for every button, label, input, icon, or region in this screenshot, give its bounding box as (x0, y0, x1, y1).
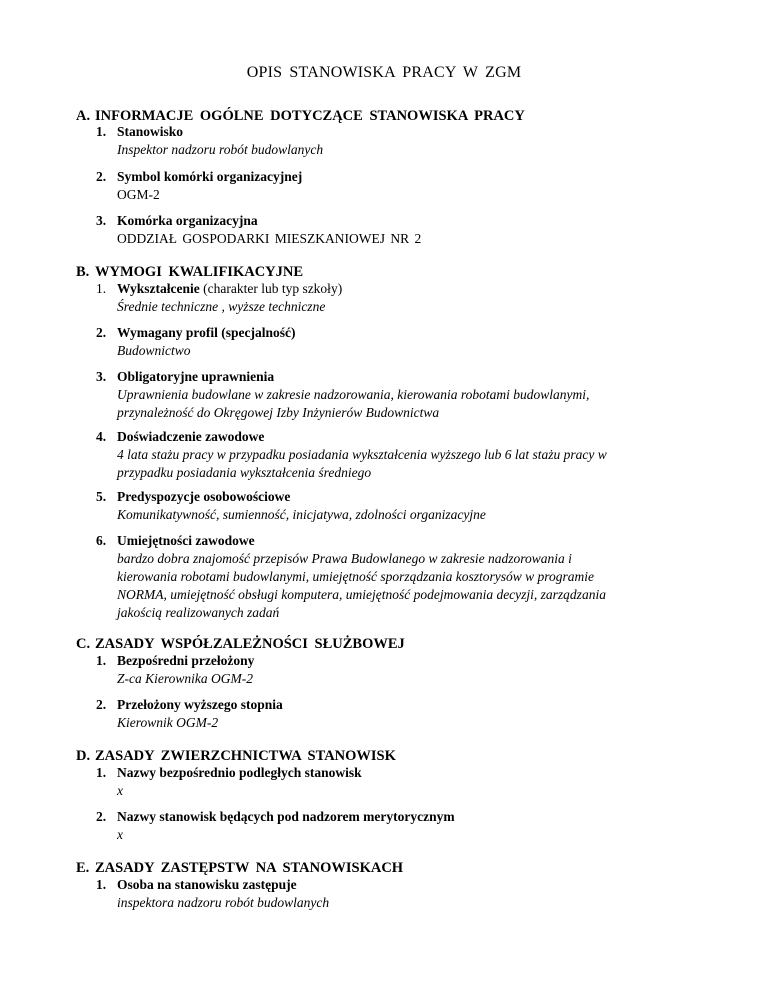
section-e-title: ZASADY ZASTĘPSTW NA STANOWISKACH (95, 860, 404, 876)
section-e-heading (76, 860, 403, 877)
item-b1-value: Średnie techniczne , wyższe techniczne (117, 299, 326, 314)
item-d2-value: x (117, 827, 123, 842)
section-c-title: ZASADY WSPÓŁZALEŻNOŚCI SŁUŻBOWEJ (95, 636, 405, 652)
item-d1-value: x (117, 783, 123, 798)
item-a3-value: ODDZIAŁ GOSPODARKI MIESZKANIOWEJ NR 2 (117, 231, 422, 246)
section-d-letter: D. (76, 748, 91, 764)
item-b4-value: 4 lata stażu pracy w przypadku posiadania wykształcenia wyższego lub 6 lat stażu pracy w przypadku posiadania wykształcenia średniego (117, 447, 607, 480)
item-b5-label: 5. Predyspozycje osobowościowe (96, 489, 291, 504)
item-c2-value: Kierownik OGM-2 (117, 715, 219, 730)
item-c1-label: 1. Bezpośredni przełożony (96, 653, 255, 668)
item-c2-label: 2. Przełożony wyższego stopnia (96, 697, 283, 712)
item-a1-label: 1. Stanowisko (96, 124, 184, 139)
section-e-letter: E. (76, 860, 90, 876)
section-a-letter: A. (76, 108, 91, 124)
item-b2-value: Budownictwo (117, 343, 191, 358)
item-b3-value: Uprawnienia budowlane w zakresie nadzorowania, kierowania robotami budowlanymi, przynależność do Okręgowej Izby Inżynierów Budownictwa (117, 387, 590, 420)
item-a1-value: Inspektor nadzoru robót budowlanych (117, 142, 324, 157)
item-b2-label: 2. Wymagany profil (specjalność) (96, 325, 296, 340)
section-c-heading (76, 636, 405, 653)
section-d-title: ZASADY ZWIERZCHNICTWA STANOWISK (95, 748, 396, 764)
item-e1-value: inspektora nadzoru robót budowlanych (117, 895, 330, 910)
item-b1-label: 1. Wykształcenie (charakter lub typ szkoły) (96, 281, 343, 296)
section-c-letter: C. (76, 636, 91, 652)
item-c1-value: Z-ca Kierownika OGM-2 (117, 671, 253, 686)
item-b6-value: bardzo dobra znajomość przepisów Prawa Budowlanego w zakresie nadzorowania i kierowania robotami budowlanymi, umiejętność sporządzania kosztorysów w programie NORMA, umiejętność obsługi komputera, umiejętność podejmowania decyzji, zarządzania jakością realizowanych zadań (117, 551, 606, 620)
section-d-heading (76, 748, 396, 765)
item-a3-label: 3. Komórka organizacyjna (96, 213, 258, 228)
item-d2-label: 2. Nazwy stanowisk będących pod nadzorem merytorycznym (96, 809, 455, 824)
section-b-letter: B. (76, 264, 90, 280)
document-title: OPIS STANOWISKA PRACY W ZGM (246, 64, 522, 81)
item-a2-label: 2. Symbol komórki organizacyjnej (96, 169, 303, 184)
item-b5-value: Komunikatywność, sumienność, inicjatywa, zdolności organizacyjne (117, 507, 486, 522)
item-a2-value: OGM-2 (117, 187, 160, 202)
item-b6-label: 6. Umiejętności zawodowe (96, 533, 255, 548)
item-e1-label: 1. Osoba na stanowisku zastępuje (96, 877, 297, 892)
section-b-title: WYMOGI KWALIFIKACYJNE (95, 264, 304, 280)
section-a-heading (76, 108, 525, 125)
section-b-heading (76, 264, 303, 281)
item-b3-label: 3. Obligatoryjne uprawnienia (96, 369, 275, 384)
item-d1-label: 1. Nazwy bezpośrednio podległych stanowisk (96, 765, 362, 780)
section-a-title: INFORMACJE OGÓLNE DOTYCZĄCE STANOWISKA PRACY (95, 108, 525, 124)
item-b4-label: 4. Doświadczenie zawodowe (96, 429, 265, 444)
